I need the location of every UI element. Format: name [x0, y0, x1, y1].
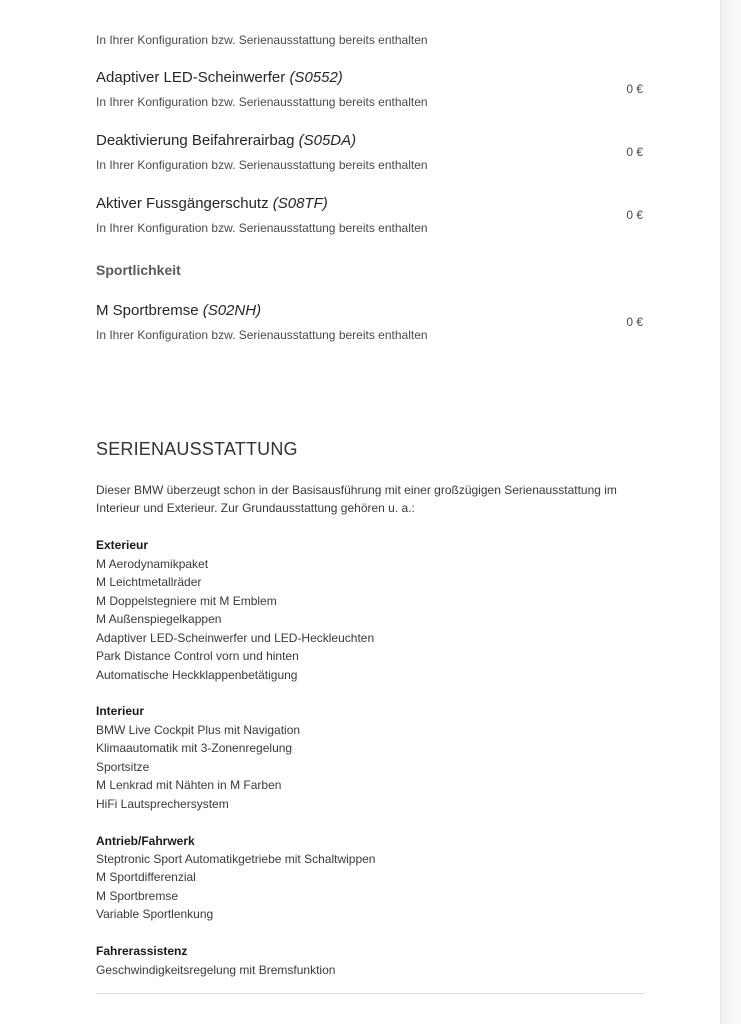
option-code: (S08TF): [272, 195, 328, 212]
equipment-item: Steptronic Sport Automatikgetriebe mit Schaltwippen: [96, 852, 376, 867]
equipment-group-exterieur: [96, 536, 656, 684]
equipment-group-antrieb-fahrwerk: [96, 832, 656, 924]
equipment-item: HiFi Lautsprechersystem: [96, 796, 229, 811]
equipment-item: Variable Sportlenkung: [96, 907, 214, 922]
option-name: Adaptiver LED-Scheinwerfer: [96, 69, 286, 86]
option-item: [96, 66, 643, 114]
option-name: Deaktivierung Beifahrerairbag: [96, 132, 295, 149]
option-price: 0 €: [626, 82, 643, 96]
option-note: In Ihrer Konfiguration bzw. Serienausstattung bereits enthalten: [96, 158, 428, 172]
equipment-item: M Sportbremse: [96, 888, 179, 903]
category-heading-sportlichkeit: Sportlichkeit: [96, 262, 181, 278]
option-price: 0 €: [626, 315, 643, 329]
option-note: In Ihrer Konfiguration bzw. Serienausstattung bereits enthalten: [96, 221, 428, 235]
equipment-group-heading: Interieur: [96, 704, 145, 719]
option-note: In Ihrer Konfiguration bzw. Serienausstattung bereits enthalten: [96, 328, 428, 342]
option-note-continued: In Ihrer Konfiguration bzw. Serienausstattung bereits enthalten: [96, 33, 428, 47]
equipment-item: M Aerodynamikpaket: [96, 556, 209, 571]
option-title: [96, 129, 643, 153]
section-title-serienausstattung: SERIENAUSSTATTUNG: [96, 439, 298, 459]
option-name: M Sportbremse: [96, 302, 199, 319]
equipment-group-fahrerassistenz: [96, 942, 656, 979]
equipment-item: BMW Live Cockpit Plus mit Navigation: [96, 722, 301, 737]
equipment-item: M Lenkrad mit Nähten in M Farben: [96, 778, 282, 793]
intro-line: Dieser BMW überzeugt schon in der Basisausführung mit einer großzügigen Serienausstattung im: [96, 483, 617, 497]
equipment-item: Adaptiver LED-Scheinwerfer und LED-Heckleuchten: [96, 630, 375, 645]
intro-paragraph: [96, 481, 656, 518]
equipment-item: M Doppelstegniere mit M Emblem: [96, 593, 277, 608]
option-code: (S05DA): [298, 132, 357, 149]
page-edge-shadow: [720, 0, 741, 1024]
option-item: [96, 192, 643, 240]
equipment-item: M Leichtmetallräder: [96, 575, 202, 590]
option-price: 0 €: [626, 145, 643, 159]
option-title: [96, 299, 643, 323]
option-note: In Ihrer Konfiguration bzw. Serienausstattung bereits enthalten: [96, 95, 428, 109]
equipment-item: Klimaautomatik mit 3-Zonenregelung: [96, 741, 293, 756]
section-divider: [96, 993, 645, 994]
equipment-item: Park Distance Control vorn und hinten: [96, 649, 299, 664]
option-code: (S0552): [289, 69, 343, 86]
equipment-item: Geschwindigkeitsregelung mit Bremsfunktion: [96, 962, 336, 977]
equipment-group-interieur: [96, 702, 656, 813]
option-code: (S02NH): [202, 302, 262, 319]
option-item: [96, 129, 643, 177]
standard-equipment: [96, 481, 656, 979]
equipment-group-heading: Exterieur: [96, 538, 149, 553]
equipment-item: Automatische Heckklappenbetätigung: [96, 667, 298, 682]
option-item: [96, 299, 643, 347]
equipment-item: M Außenspiegelkappen: [96, 612, 222, 627]
equipment-group-heading: Antrieb/Fahrwerk: [96, 833, 195, 848]
option-title: [96, 192, 643, 216]
option-name: Aktiver Fussgängerschutz: [96, 195, 269, 212]
option-price: 0 €: [626, 208, 643, 222]
equipment-group-heading: Fahrerassistenz: [96, 944, 188, 959]
equipment-item: M Sportdifferenzial: [96, 870, 196, 885]
option-title: [96, 66, 643, 90]
equipment-item: Sportsitze: [96, 759, 150, 774]
intro-line: Interieur und Exterieur. Zur Grundausstattung gehören u. a.:: [96, 501, 415, 516]
